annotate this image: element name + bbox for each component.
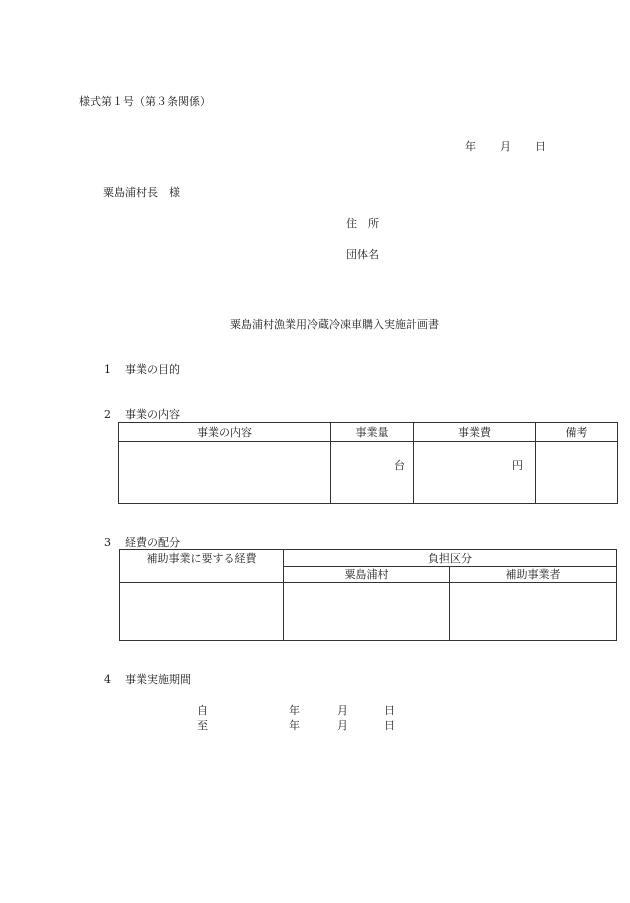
header-cell: 負担区分 xyxy=(284,550,617,567)
date-month-label: 月 xyxy=(500,140,511,153)
period-month-label: 月 xyxy=(337,719,348,732)
table-header-row xyxy=(120,550,617,567)
table-header-row xyxy=(119,423,618,442)
period-to-label: 至 xyxy=(197,719,208,732)
village-share-cell[interactable] xyxy=(284,583,450,641)
table-row xyxy=(119,442,618,504)
section-number: 2 xyxy=(104,408,111,421)
header-cell: 補助事業者 xyxy=(450,567,617,583)
project-content-table xyxy=(118,422,618,504)
header-cell: 事業費 xyxy=(414,423,536,442)
unit-label: 台 xyxy=(394,459,405,472)
section-number: 1 xyxy=(104,363,111,376)
header-cell: 補助事業に要する経費 xyxy=(120,550,284,583)
header-cell: 事業の内容 xyxy=(119,423,331,442)
address-label: 住 所 xyxy=(346,217,379,230)
section-number: 4 xyxy=(104,673,111,686)
unit-label: 円 xyxy=(512,459,523,472)
header-cell: 備考 xyxy=(536,423,618,442)
remarks-cell[interactable] xyxy=(536,442,618,504)
period-month-label: 月 xyxy=(337,704,348,717)
header-cell: 粟島浦村 xyxy=(284,567,450,583)
date-day-label: 日 xyxy=(535,140,546,153)
document-title: 粟島浦村漁業用冷蔵冷凍車購入実施計画書 xyxy=(230,318,439,331)
period-day-label: 日 xyxy=(384,719,395,732)
period-day-label: 日 xyxy=(384,704,395,717)
date-year-label: 年 xyxy=(465,140,476,153)
section-label: 経費の配分 xyxy=(125,536,180,549)
expense-allocation-table xyxy=(119,549,617,641)
period-year-label: 年 xyxy=(289,719,300,732)
section-label: 事業の内容 xyxy=(125,408,180,421)
cost-cell[interactable] xyxy=(414,442,536,504)
addressee: 粟島浦村長 様 xyxy=(103,186,180,199)
expense-cell[interactable] xyxy=(120,583,284,641)
period-year-label: 年 xyxy=(289,704,300,717)
content-cell[interactable] xyxy=(119,442,331,504)
operator-share-cell[interactable] xyxy=(450,583,617,641)
header-cell: 事業量 xyxy=(331,423,414,442)
table-row xyxy=(120,583,617,641)
section-number: 3 xyxy=(104,536,111,549)
quantity-cell[interactable] xyxy=(331,442,414,504)
form-number-label: 様式第１号（第３条関係） xyxy=(79,95,211,108)
organization-label: 団体名 xyxy=(346,248,379,261)
period-from-label: 自 xyxy=(197,704,208,717)
section-label: 事業実施期間 xyxy=(125,673,191,686)
section-label: 事業の目的 xyxy=(125,363,180,376)
